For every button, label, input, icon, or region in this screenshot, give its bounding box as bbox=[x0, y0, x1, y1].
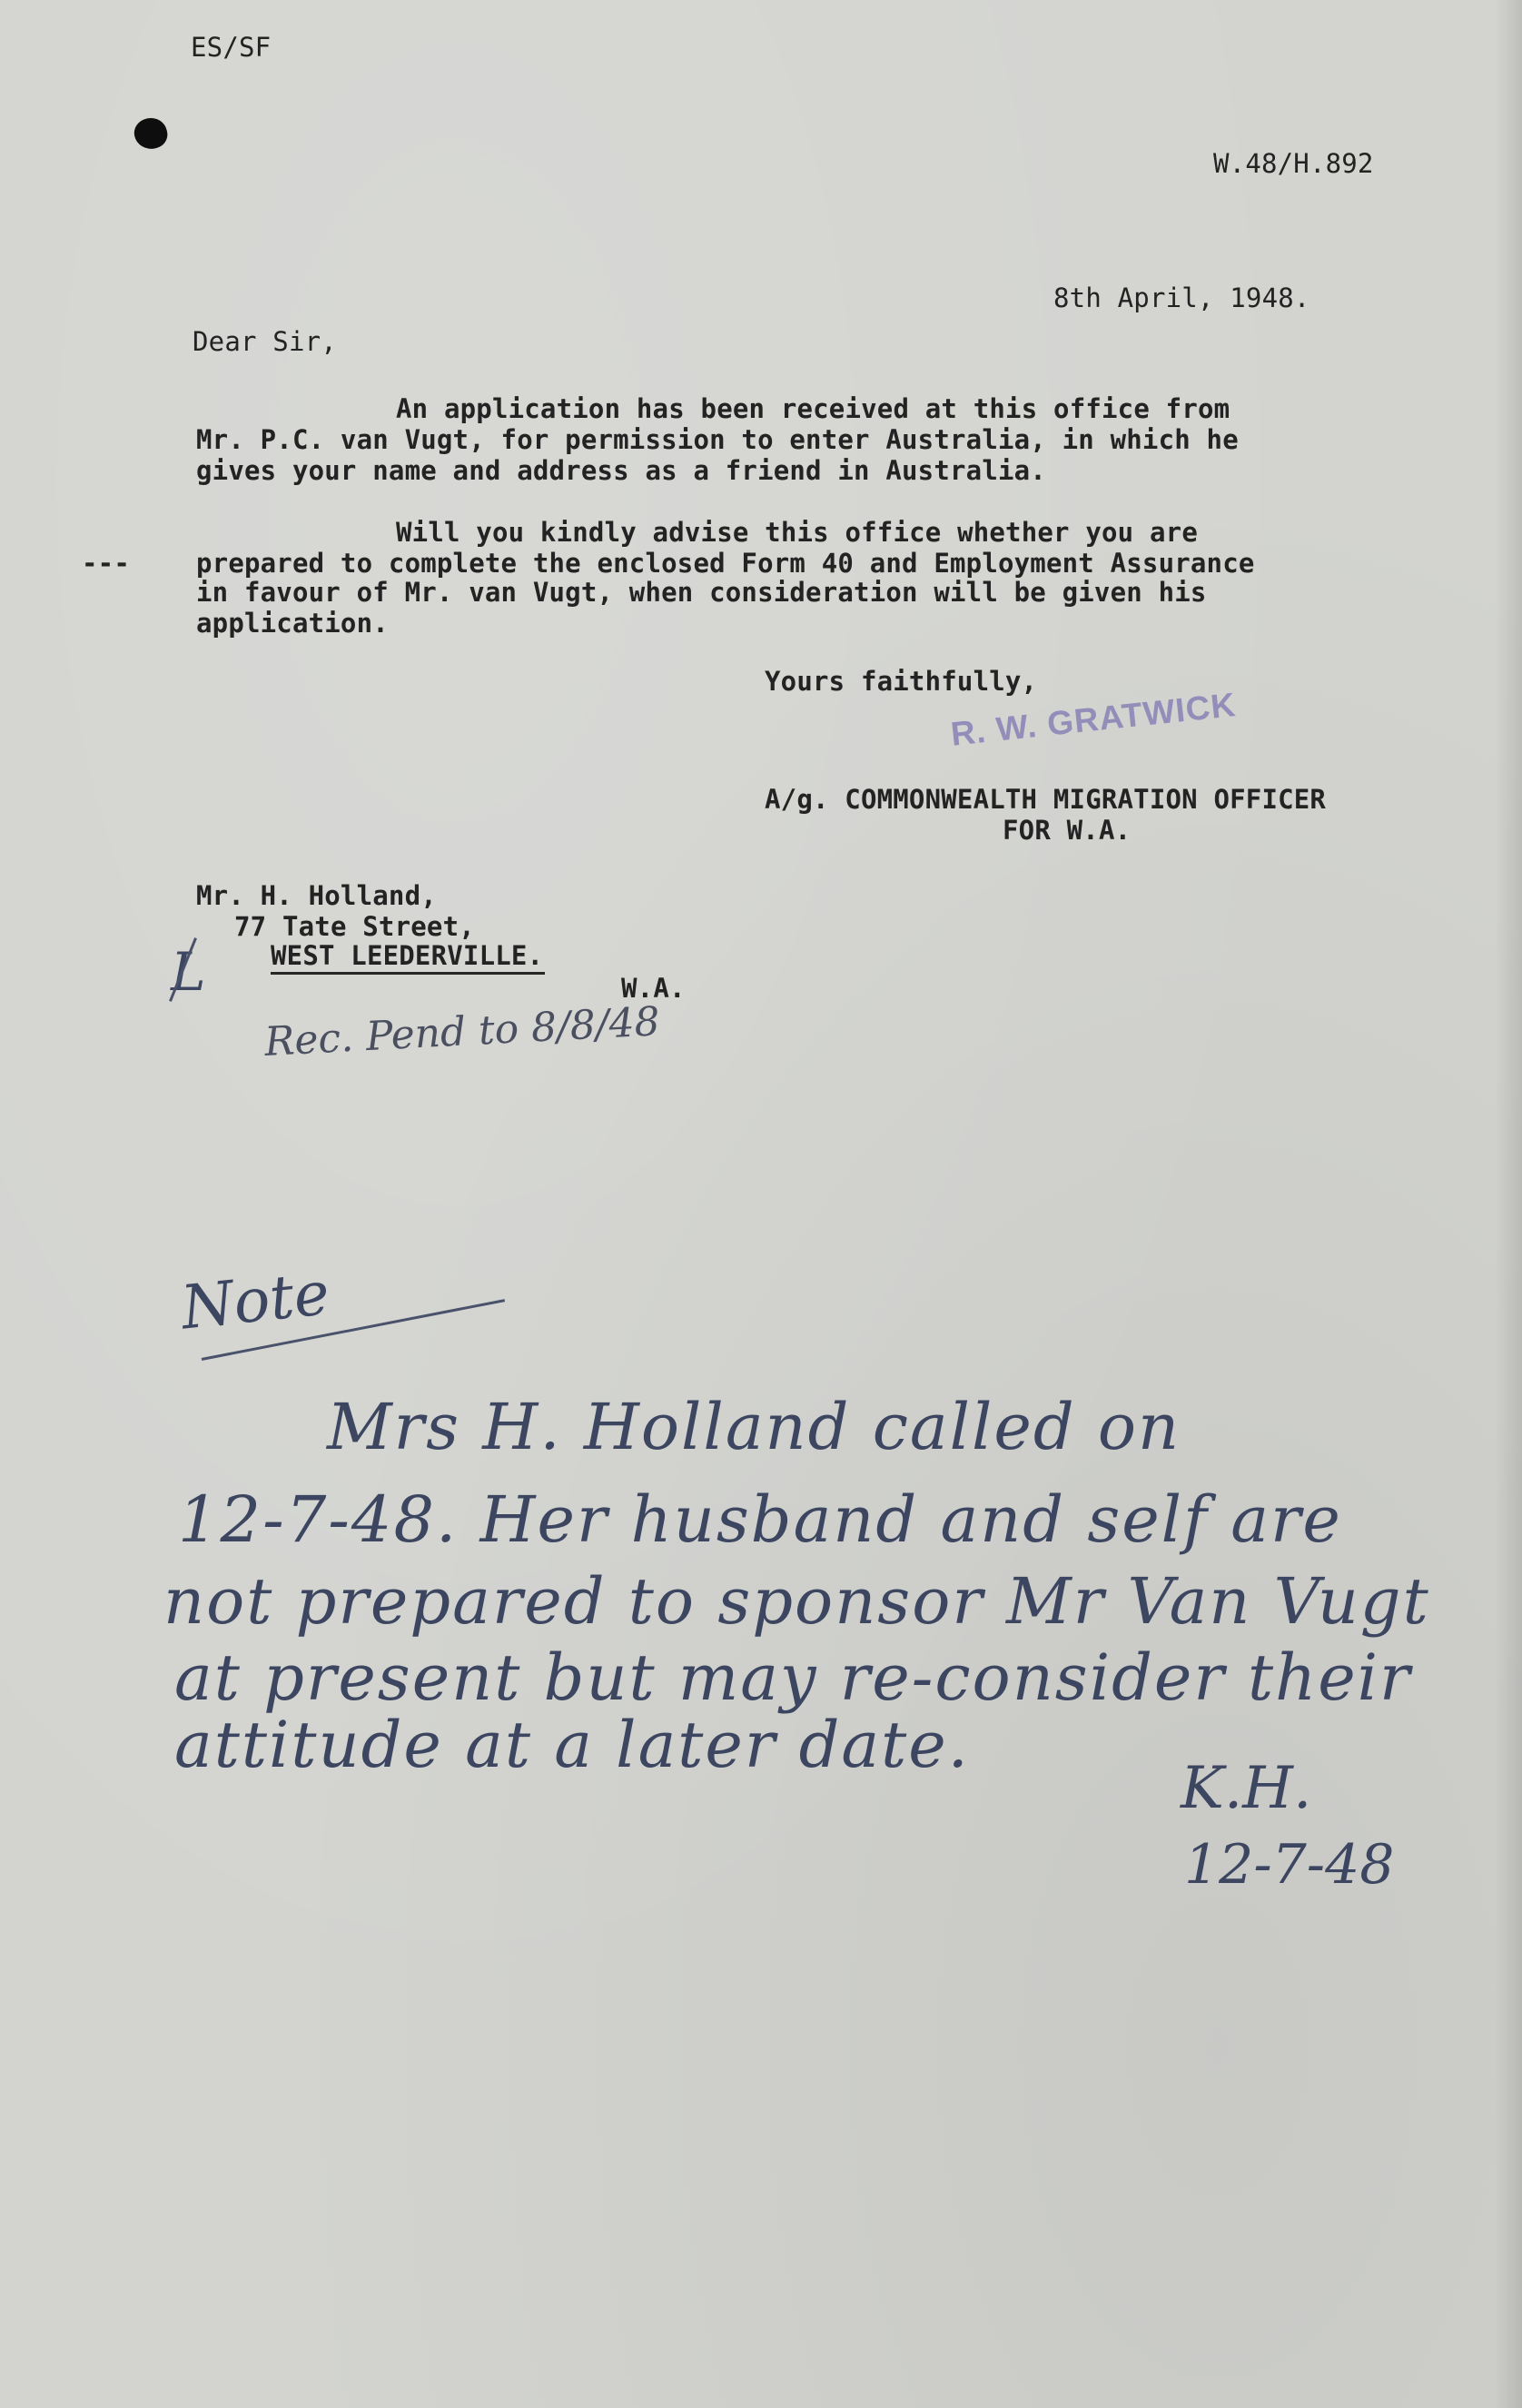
signatory-title: A/g. COMMONWEALTH MIGRATION OFFICER bbox=[765, 784, 1327, 815]
addressee-street: 77 Tate Street, bbox=[234, 911, 475, 942]
addressee-name: Mr. H. Holland, bbox=[196, 880, 437, 911]
salutation: Dear Sir, bbox=[193, 326, 337, 357]
paragraph-1-line: Mr. P.C. van Vugt, for permission to enter Australia, in which he bbox=[196, 424, 1239, 455]
note-line: at present but may re-consider their bbox=[174, 1640, 1412, 1715]
signatory-title-region: FOR W.A. bbox=[1003, 815, 1132, 846]
reference-right: W.48/H.892 bbox=[1213, 148, 1374, 179]
addressee-suburb: WEST LEEDERVILLE. bbox=[271, 940, 544, 971]
note-heading: Note bbox=[178, 1257, 333, 1343]
handwritten-initials-date: 12-7-48 bbox=[1184, 1833, 1395, 1897]
closing: Yours faithfully, bbox=[765, 666, 1038, 697]
paragraph-2-line: prepared to complete the enclosed Form 40 and Employment Assurance bbox=[196, 548, 1255, 579]
paragraph-2-line: application. bbox=[196, 608, 389, 639]
signature-stamp: R. W. GRATWICK bbox=[949, 686, 1239, 753]
punch-hole-mark bbox=[132, 115, 170, 153]
paragraph-1-line: An application has been received at this office from bbox=[396, 393, 1230, 424]
addressee-state: W.A. bbox=[621, 973, 686, 1004]
note-line: attitude at a later date. bbox=[174, 1708, 970, 1782]
paragraph-2-line: Will you kindly advise this office whether you are bbox=[396, 517, 1198, 548]
margin-mark: --- bbox=[82, 548, 130, 579]
note-line: not prepared to sponsor Mr Van Vugt bbox=[163, 1564, 1430, 1639]
paragraph-2-line: in favour of Mr. van Vugt, when consideration will be given his bbox=[196, 577, 1207, 608]
suburb-underline bbox=[271, 972, 545, 975]
note-line: 12-7-48. Her husband and self are bbox=[178, 1482, 1342, 1557]
reference-left: ES/SF bbox=[191, 32, 272, 63]
handwritten-initials: K.H. bbox=[1181, 1755, 1312, 1822]
letter-date: 8th April, 1948. bbox=[1053, 282, 1310, 313]
note-line: Mrs H. Holland called on bbox=[327, 1390, 1181, 1464]
handwritten-pending-note: Rec. Pend to 8/8/48 bbox=[263, 998, 661, 1065]
paragraph-1-line: gives your name and address as a friend in Australia. bbox=[196, 455, 1046, 486]
handwritten-margin-initial: L bbox=[171, 941, 206, 1003]
page-edge-shadow bbox=[1495, 0, 1522, 2408]
